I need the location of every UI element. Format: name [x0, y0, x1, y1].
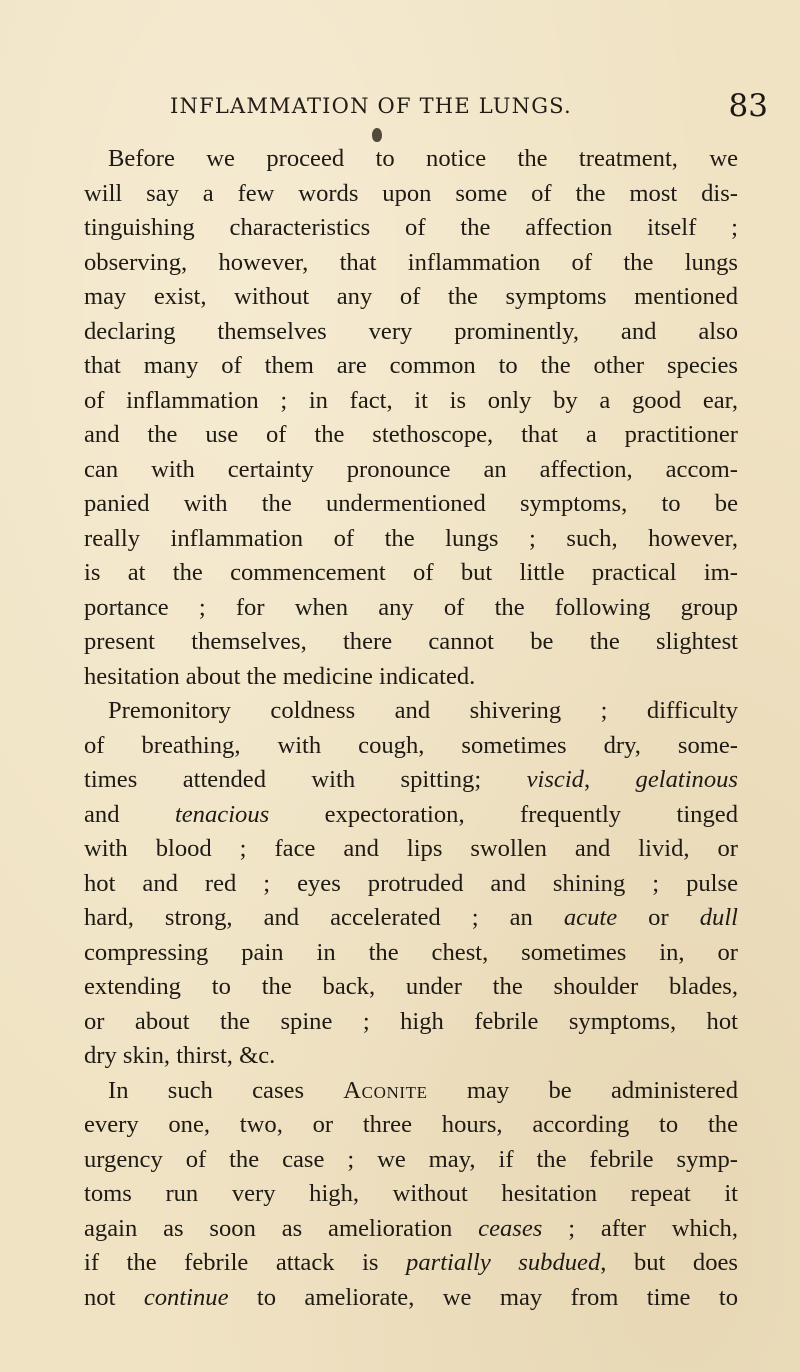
text-line: tinguishing characteristics of the affection itself ;	[84, 214, 738, 241]
text-line: really inflammation of the lungs ; such, however,	[84, 524, 738, 552]
text-line: dry skin, thirst, &c.	[84, 1042, 276, 1069]
text-line: may exist, without any of the symptoms mentioned	[84, 283, 738, 310]
text-line: urgency of the case ; we may, if the febrile symp-	[84, 1145, 738, 1173]
text-line: declaring themselves very prominently, and also	[84, 317, 738, 345]
text-line: again as soon as amelioration ceases ; after which,	[84, 1214, 738, 1242]
italic-term: continue	[143, 1283, 229, 1311]
text-line: compressing pain in the chest, sometimes in, or	[84, 938, 738, 966]
italic-term: ceases	[478, 1214, 543, 1242]
italic-term: partially subdued	[406, 1249, 601, 1276]
text-line: hesitation about the medicine indicated.	[84, 662, 476, 690]
text-line: or about the spine ; high febrile symptoms, hot	[84, 1007, 738, 1035]
text-line: hard, strong, and accelerated ; an acute or dull	[84, 904, 738, 931]
text-line: will say a few words upon some of the most dis-	[84, 179, 738, 207]
text-line: Premonitory coldness and shivering ; difficulty	[108, 697, 738, 724]
italic-term: tenacious	[174, 800, 270, 828]
text-line: In such cases Aconite may be administered	[108, 1076, 739, 1104]
text-line: and tenacious expectoration, frequently tinged	[84, 800, 738, 828]
page-header	[100, 88, 768, 128]
body-text	[84, 142, 738, 1315]
text-line: present themselves, there cannot be the slightest	[84, 628, 738, 655]
text-line: is at the commencement of but little practical im-	[84, 559, 738, 586]
ink-blot-mark	[372, 128, 382, 142]
italic-term: gelatinous	[635, 766, 739, 793]
text-line: hot and red ; eyes protruded and shining ; pulse	[84, 869, 738, 897]
text-line: with blood ; face and lips swollen and livid, or	[84, 835, 738, 862]
text-line: and the use of the stethoscope, that a practitioner	[84, 421, 738, 448]
text-line: of breathing, with cough, sometimes dry, some-	[84, 731, 738, 759]
text-line: not continue to ameliorate, we may from time to	[84, 1283, 739, 1311]
text-line: every one, two, or three hours, according to the	[84, 1111, 738, 1138]
text-line: of inflammation ; in fact, it is only by a good ear,	[84, 386, 738, 414]
page-number: 83	[728, 88, 768, 124]
italic-term: dull	[699, 904, 738, 931]
text-line: toms run very high, without hesitation repeat it	[84, 1180, 738, 1207]
text-line: portance ; for when any of the following group	[84, 593, 738, 621]
text-line: Before we proceed to notice the treatment, we	[108, 145, 738, 172]
text-line: can with certainty pronounce an affection, accom-	[84, 455, 738, 483]
text-line: observing, however, that inflammation of the lungs	[84, 248, 738, 276]
text-line: that many of them are common to the other species	[84, 352, 738, 379]
running-head: INFLAMMATION OF THE LUNGS.	[170, 94, 572, 118]
text-line: extending to the back, under the shoulder blades,	[84, 973, 738, 1000]
italic-term: acute	[563, 904, 618, 931]
italic-term: viscid	[526, 766, 584, 793]
text-line: times attended with spitting; viscid, gelatinous	[84, 766, 739, 793]
text-line: panied with the undermentioned symptoms, to be	[84, 490, 738, 517]
text-line: if the febrile attack is partially subdued, but does	[84, 1249, 738, 1276]
remedy-name: Aconite	[343, 1076, 428, 1104]
